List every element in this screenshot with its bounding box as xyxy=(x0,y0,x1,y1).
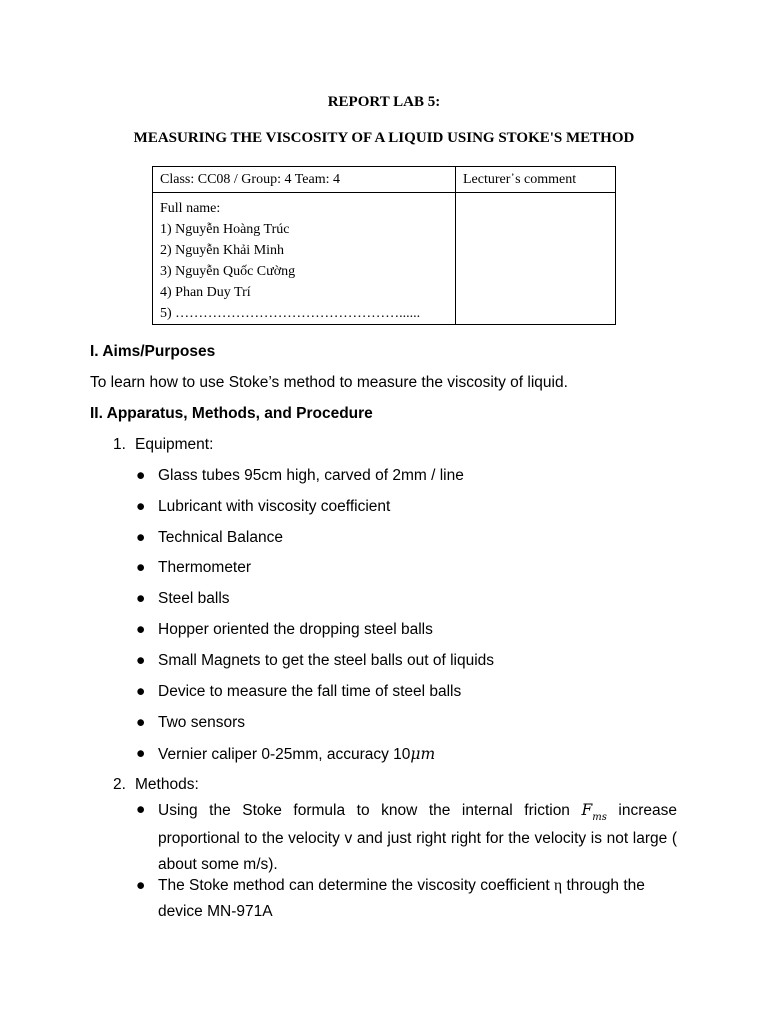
equipment-list-item xyxy=(113,436,213,454)
bullet-icon: ● xyxy=(136,683,146,700)
equipment-item-text: Lubricant with viscosity coefficient xyxy=(158,498,391,515)
report-subtitle: MEASURING THE VISCOSITY OF A LIQUID USING STOKE'S METHOD xyxy=(133,130,635,146)
micro-unit: μm xyxy=(410,745,436,763)
method-2-text-b: through the device MN-971A xyxy=(158,877,645,920)
method-2-text-a: The Stoke method can determine the viscosity coefficient xyxy=(158,877,550,894)
member-name: 5) …………………………………………...... xyxy=(160,306,421,321)
member-name: 1) Nguyễn Hoàng Trúc xyxy=(160,222,290,237)
bullet-icon: ● xyxy=(136,745,146,762)
bullet-icon: ● xyxy=(136,801,146,818)
member-name: 4) Phan Duy Trí xyxy=(160,285,251,300)
member-name: 3) Nguyễn Quốc Cường xyxy=(160,264,296,279)
equipment-item-text: Vernier caliper 0-25mm, accuracy 10μm xyxy=(158,745,436,763)
bullet-icon: ● xyxy=(136,559,146,576)
section-2-heading: II. Apparatus, Methods, and Procedure xyxy=(90,405,373,422)
lecturer-comment-header: Lecturer᾿s comment xyxy=(456,167,616,193)
methods-label: Methods: xyxy=(135,776,199,793)
eta-symbol: η xyxy=(554,877,563,894)
method-1-text-b: increase proportional to the velocity v and just right right for the velocity is not large ( about some m/s). xyxy=(158,802,678,873)
members-cell xyxy=(153,193,456,325)
equipment-item-text: Thermometer xyxy=(158,559,252,576)
equipment-item-text: Steel balls xyxy=(158,590,230,607)
bullet-icon: ● xyxy=(136,498,146,515)
full-name-label: Full name: xyxy=(160,201,221,216)
bullet-icon: ● xyxy=(136,529,146,546)
class-group-cell: Class: CC08 / Group: 4 Team: 4 xyxy=(153,167,456,193)
bullet-icon: ● xyxy=(136,877,146,894)
aims-text: To learn how to use Stoke’s method to measure the viscosity of liquid. xyxy=(90,374,568,391)
lecturer-comment-cell xyxy=(456,193,616,325)
equipment-item-text: Device to measure the fall time of steel balls xyxy=(158,683,462,700)
bullet-icon: ● xyxy=(136,467,146,484)
method-item-1 xyxy=(136,797,677,878)
member-name: 2) Nguyễn Khải Minh xyxy=(160,243,285,258)
methods-list-item xyxy=(113,776,199,794)
bullet-icon: ● xyxy=(136,590,146,607)
method-1-text-a: Using the Stoke formula to know the internal friction xyxy=(158,802,570,819)
equipment-label: Equipment: xyxy=(135,436,214,453)
equipment-item-text: Glass tubes 95cm high, carved of 2mm / line xyxy=(158,467,464,484)
bullet-icon: ● xyxy=(136,621,146,638)
list-number: 2. xyxy=(113,776,126,793)
list-number: 1. xyxy=(113,436,126,453)
method-item-2 xyxy=(136,873,677,925)
section-1-heading: I. Aims/Purposes xyxy=(90,343,216,360)
friction-symbol: $F_{ms}$ xyxy=(581,801,607,823)
equipment-item-text: Small Magnets to get the steel balls out of liquids xyxy=(158,652,495,669)
report-title: REPORT LAB 5: xyxy=(327,94,441,110)
equipment-item-text: Two sensors xyxy=(158,714,246,731)
bullet-icon: ● xyxy=(136,714,146,731)
info-table xyxy=(152,166,616,325)
bullet-icon: ● xyxy=(136,652,146,669)
equipment-item-text: Technical Balance xyxy=(158,529,283,546)
equipment-item-text: Hopper oriented the dropping steel balls xyxy=(158,621,433,638)
